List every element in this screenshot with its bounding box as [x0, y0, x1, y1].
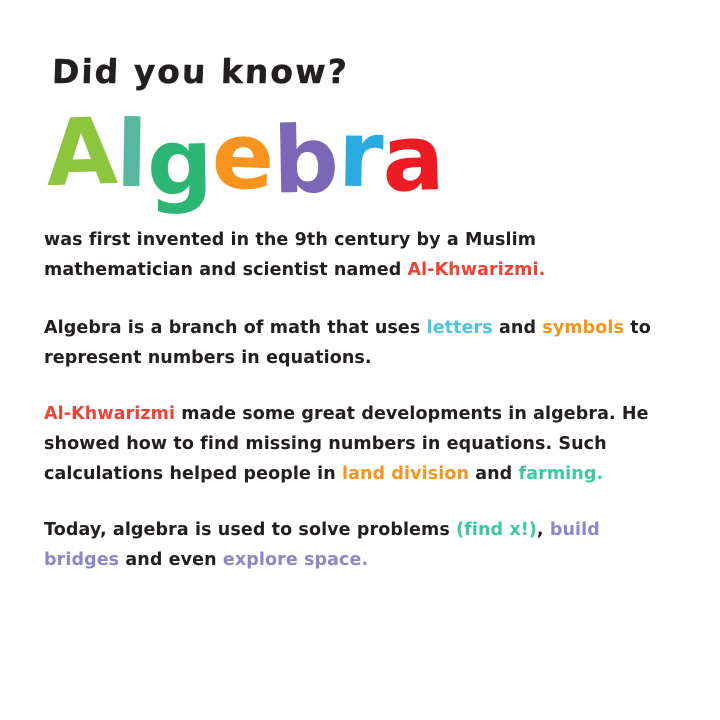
text-segment: and even — [119, 550, 223, 570]
text-segment: to represent numbers in equations. — [44, 318, 651, 368]
text-segment: Algebra is a branch of math that uses — [44, 318, 427, 338]
title-letter-b-4: b — [272, 106, 339, 215]
title-letter-a-0: A — [44, 97, 119, 208]
paragraph-p1 — [44, 225, 678, 285]
text-segment: Today, algebra is used to solve problems — [44, 520, 457, 540]
text-segment: Al-Khwarizmi. — [407, 260, 546, 280]
text-segment: build bridges — [44, 520, 600, 570]
text-segment: explore space. — [222, 550, 369, 570]
text-segment: was first invented in the 9th century by a Muslim mathematician and scientist named — [44, 230, 537, 280]
title-letter-r-5: r — [336, 100, 384, 209]
paragraph-p2 — [44, 313, 678, 373]
paragraph-p3 — [44, 399, 678, 489]
body-text — [42, 225, 678, 575]
text-segment: and — [492, 318, 543, 338]
title-letter-e-3: e — [209, 101, 275, 212]
paragraph-p4 — [44, 515, 678, 575]
text-segment: land division — [341, 464, 469, 484]
kicker-heading: Did you know? — [51, 52, 350, 91]
text-segment: letters — [426, 318, 493, 338]
text-segment: farming. — [518, 464, 604, 484]
text-segment: (find x!) — [456, 520, 537, 540]
title-letter-a-6: a — [380, 103, 446, 214]
title-letter-g-2: g — [145, 108, 213, 217]
title-letter-l-1: l — [115, 100, 148, 209]
text-segment: Al-Khwarizmi — [44, 404, 176, 424]
title-algebra — [44, 97, 678, 217]
text-segment: made some great developments in algebra. He showed how to find missing numbers in equations. Such calculations helped people in — [44, 404, 649, 484]
text-segment: symbols — [542, 318, 625, 338]
text-segment: , — [536, 520, 550, 540]
text-segment: and — [469, 464, 519, 484]
